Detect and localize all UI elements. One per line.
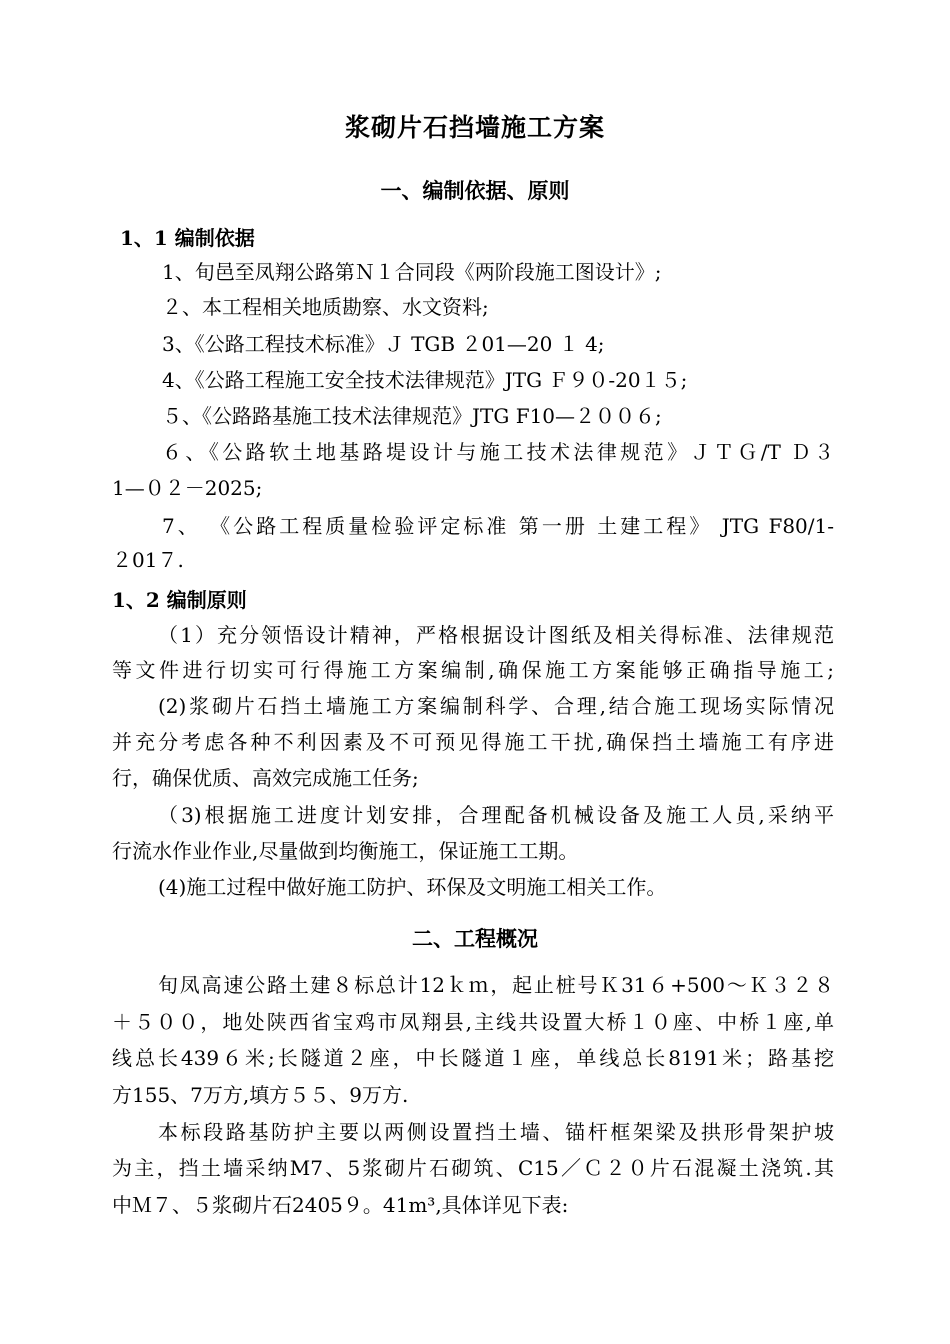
section-heading-2: 二、工程概况 — [412, 926, 538, 951]
basis-item-7: 7、 《公路工程质量检验评定标准 第一册 土建工程》 JTG F80/1- — [162, 514, 834, 538]
basis-item-2: ２、本工程相关地质勘察、水文资料; — [162, 295, 489, 319]
principle-line-4: 并充分考虑各种不利因素及不可预见得施工干扰,确保挡土墙施工有序进 — [112, 730, 834, 754]
principle-line-3: (2)浆砌片石挡土墙施工方案编制科学、合理,结合施工现场实际情况 — [158, 694, 834, 718]
basis-item-7-cont: ２01７. — [112, 548, 184, 572]
section-heading-1: 一、编制依据、原则 — [380, 178, 570, 203]
overview-line-7: 中Ｍ７、５浆砌片石2405９。41m³,具体详见下表: — [112, 1193, 569, 1217]
overview-line-2: ＋５００，地处陕西省宝鸡市凤翔县,主线共设置大桥１０座、中桥１座,单 — [112, 1010, 834, 1034]
principle-line-8: (4)施工过程中做好施工防护、环保及文明施工相关工作。 — [158, 875, 667, 899]
overview-line-4: 方155、7万方,填方５５、9万方. — [112, 1083, 409, 1107]
overview-line-5: 本标段路基防护主要以两侧设置挡土墙、锚杆框架梁及拱形骨架护坡 — [158, 1120, 834, 1144]
principle-line-5: 行，确保优质、高效完成施工任务; — [112, 766, 419, 790]
basis-item-5: ５、《公路路基施工技术法律规范》JTG F10—２００６; — [162, 404, 662, 428]
basis-item-1: 1、旬邑至凤翔公路第Ｎ１合同段《两阶段施工图设计》; — [162, 260, 662, 284]
principle-line-7: 行流水作业作业,尽量做到均衡施工，保证施工工期。 — [112, 839, 579, 863]
basis-item-3: 3、《公路工程技术标准》Ｊ TGB ２01—20 １ 4; — [162, 332, 605, 356]
principle-line-2: 等文件进行切实可行得施工方案编制,确保施工方案能够正确指导施工; — [112, 658, 834, 682]
overview-line-6: 为主，挡土墙采纳M7、5浆砌片石砌筑、C15／Ｃ２０片石混凝土浇筑.其 — [112, 1156, 834, 1180]
subsection-heading-principles: 1、2 编制原则 — [112, 588, 247, 612]
subsection-heading-basis: 1、1 编制依据 — [120, 226, 255, 250]
principle-line-1: （1）充分领悟设计精神，严格根据设计图纸及相关得标准、法律规范 — [158, 623, 834, 647]
basis-item-6: ６、《公路软土地基路堤设计与施工技术法律规范》ＪＴＧ/T Ｄ３ — [162, 440, 834, 464]
principle-line-6: （3)根据施工进度计划安排，合理配备机械设备及施工人员,采纳平 — [158, 803, 834, 827]
overview-line-1: 旬凤高速公路土建８标总计12ｋｍ，起止桩号Ｋ31６+500～Ｋ３２８ — [158, 973, 834, 997]
document-title: 浆砌片石挡墙施工方案 — [344, 113, 605, 142]
basis-item-6-cont: 1—０２－2025; — [112, 476, 263, 500]
basis-item-4: 4、《公路工程施工安全技术法律规范》JTG Ｆ９０-20１５; — [162, 368, 688, 392]
overview-line-3: 线总长439６米;长隧道２座，中长隧道１座，单线总长8191米；路基挖 — [112, 1046, 834, 1070]
